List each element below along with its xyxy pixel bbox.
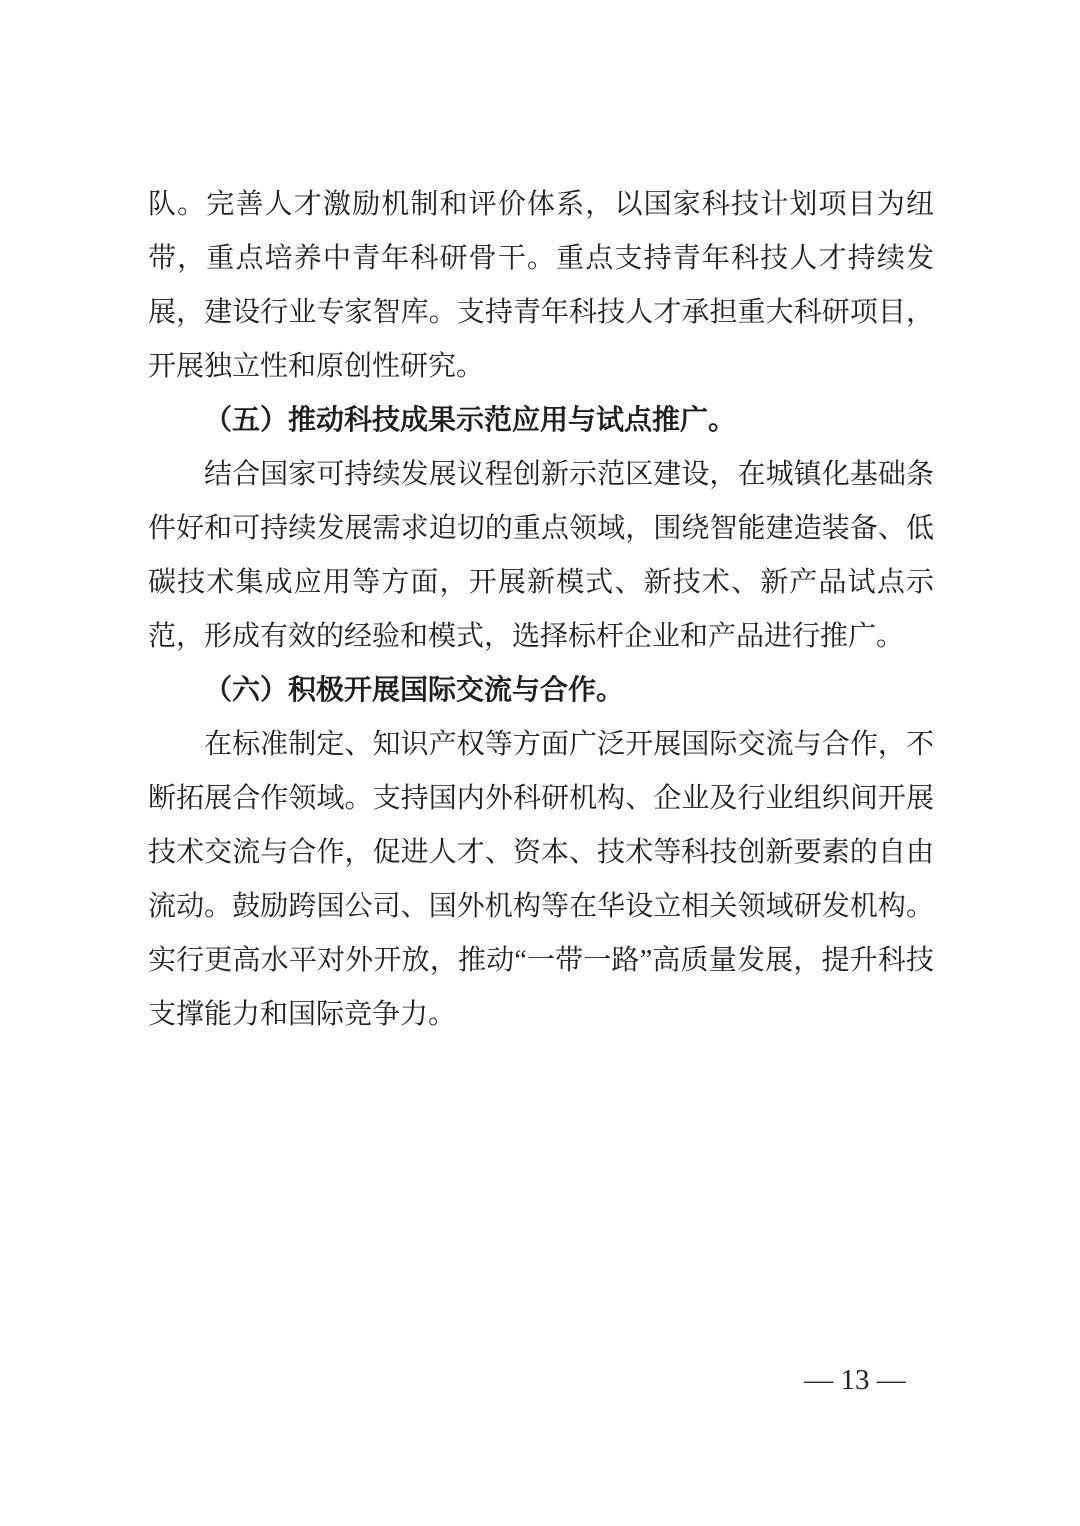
paragraph-section-6: 在标准制定、知识产权等方面广泛开展国际交流与合作，不断拓展合作领域。支持国内外科研机构、企业及行业组织间开展技术交流与合作，促进人才、资本、技术等科技创新要素的自由流动。鼓励跨国公司、国外机构等在华设立相关领域研发机构。实行更高水平对外开放，推动“一带一路”高质量发展，提升科技支撑能力和国际竞争力。 [148, 729, 934, 1030]
section-heading-5: （五）推动科技成果示范应用与试点推广。 [204, 405, 737, 436]
paragraph-continuation: 队。完善人才激励机制和评价体系，以国家科技计划项目为纽带，重点培养中青年科研骨干。重点支持青年科技人才持续发展，建设行业专家智库。支持青年科技人才承担重大科研项目，开展独立性和原创性研究。 [148, 189, 934, 382]
page-number: — 13 — [804, 1364, 906, 1396]
paragraph-section-5: 结合国家可持续发展议程创新示范区建设，在城镇化基础条件好和可持续发展需求迫切的重点领域，围绕智能建造装备、低碳技术集成应用等方面，开展新模式、新技术、新产品试点示范，形成有效的经验和模式，选择标杆企业和产品进行推广。 [148, 459, 934, 652]
section-heading-6: （六）积极开展国际交流与合作。 [204, 675, 625, 706]
document-body [148, 178, 934, 1042]
